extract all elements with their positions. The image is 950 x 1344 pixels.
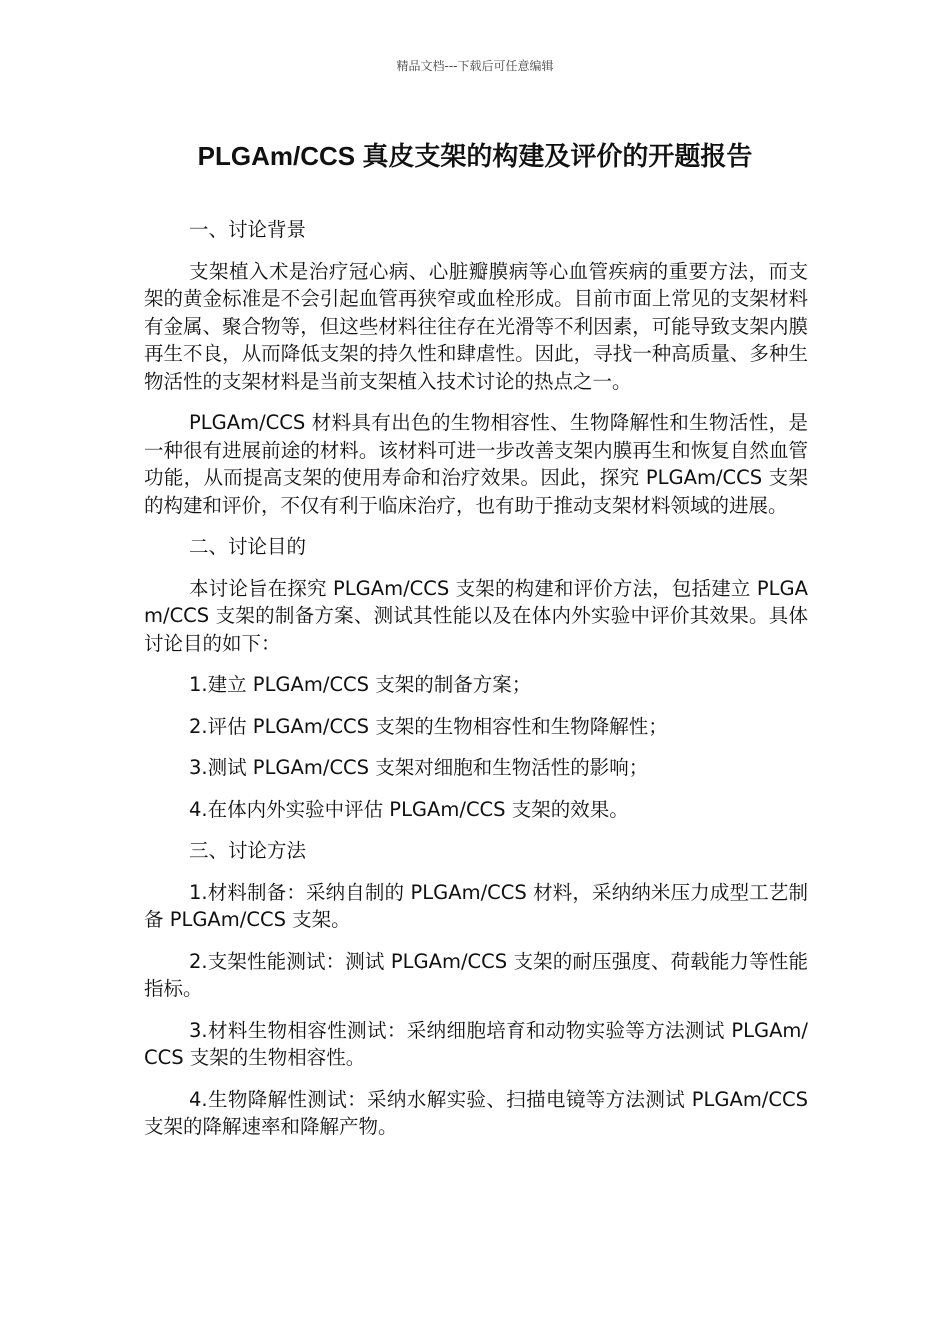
paragraph: 本讨论旨在探究 PLGAm/CCS 支架的构建和评价方法，包括建立 PLGAm/CCS 支架的制备方案、测试其性能以及在体内外实验中评价其效果。具体讨论目的如下： [144, 576, 808, 655]
page-header-note: 精品文档---下载后可任意编辑 [396, 59, 554, 73]
list-item: 2.评估 PLGAm/CCS 支架的生物相容性和生物降解性； [189, 714, 668, 738]
list-item: 1.材料制备：采纳自制的 PLGAm/CCS 材料，采纳纳米压力成型工艺制备 PLGAm/CCS 支架。 [144, 880, 808, 931]
paragraph: 支架植入术是治疗冠心病、心脏瓣膜病等心血管疾病的重要方法，而支架的黄金标准是不会引起血管再狭窄或血栓形成。目前市面上常见的支架材料有金属、聚合物等，但这些材料往往存在光滑等不利因素，可能导致支架内膜再生不良，从而降低支架的持久性和肆虐性。因此，寻找一种高质量、多种生物活性的支架材料是当前支架植入技术讨论的热点之一。 [144, 259, 808, 393]
list-item: 1.建立 PLGAm/CCS 支架的制备方案； [189, 673, 532, 696]
list-item: 3.材料生物相容性测试：采纳细胞培育和动物实验等方法测试 PLGAm/CCS 支架的生物相容性。 [144, 1018, 808, 1069]
list-item: 4.在体内外实验中评估 PLGAm/CCS 支架的效果。 [189, 797, 629, 821]
section-heading-background: 一、讨论背景 [189, 218, 307, 241]
list-item: 3.测试 PLGAm/CCS 支架对细胞和生物活性的影响； [189, 756, 649, 779]
section-heading-purpose: 二、讨论目的 [189, 535, 307, 558]
paragraph: PLGAm/CCS 材料具有出色的生物相容性、生物降解性和生物活性，是一种很有进展前途的材料。该材料可进一步改善支架内膜再生和恢复自然血管功能，从而提高支架的使用寿命和治疗效果。因此，探究 PLGAm/CCS 支架的构建和评价，不仅有利于临床治疗，也有助于推动支架材料领域的进展。 [144, 411, 808, 517]
list-item: 4.生物降解性测试：采纳水解实验、扫描电镜等方法测试 PLGAm/CCS 支架的降解速率和降解产物。 [144, 1087, 808, 1138]
section-heading-methods: 三、讨论方法 [189, 839, 307, 862]
list-item: 2.支架性能测试：测试 PLGAm/CCS 支架的耐压强度、荷载能力等性能指标。 [144, 949, 808, 1000]
document-title: PLGAm/CCS 真皮支架的构建及评价的开题报告 [197, 141, 753, 171]
document-body [144, 216, 808, 1155]
